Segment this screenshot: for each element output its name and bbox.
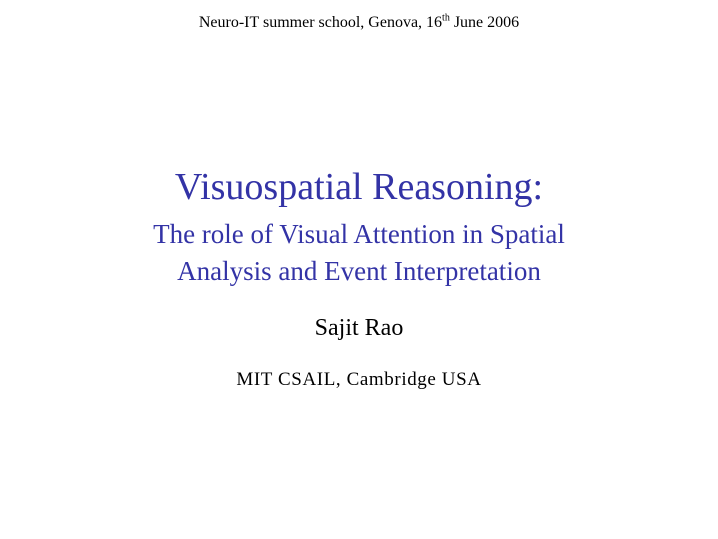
event-header [0, 14, 718, 32]
date-ordinal-suffix: th [442, 12, 450, 24]
event-text: Neuro-IT summer school, Genova, 16 [198, 14, 443, 31]
slide-subtitle [0, 216, 718, 290]
slide-title: Visuospatial Reasoning: [174, 166, 544, 208]
subtitle-line-1: The role of Visual Attention in Spatial [153, 219, 565, 249]
author-affiliation: MIT CSAIL, Cambridge USA [236, 369, 482, 390]
event-date-rest: June 2006 [449, 14, 520, 31]
author-name: Sajit Rao [314, 315, 404, 341]
subtitle-line-2: Analysis and Event Interpretation [177, 256, 541, 286]
